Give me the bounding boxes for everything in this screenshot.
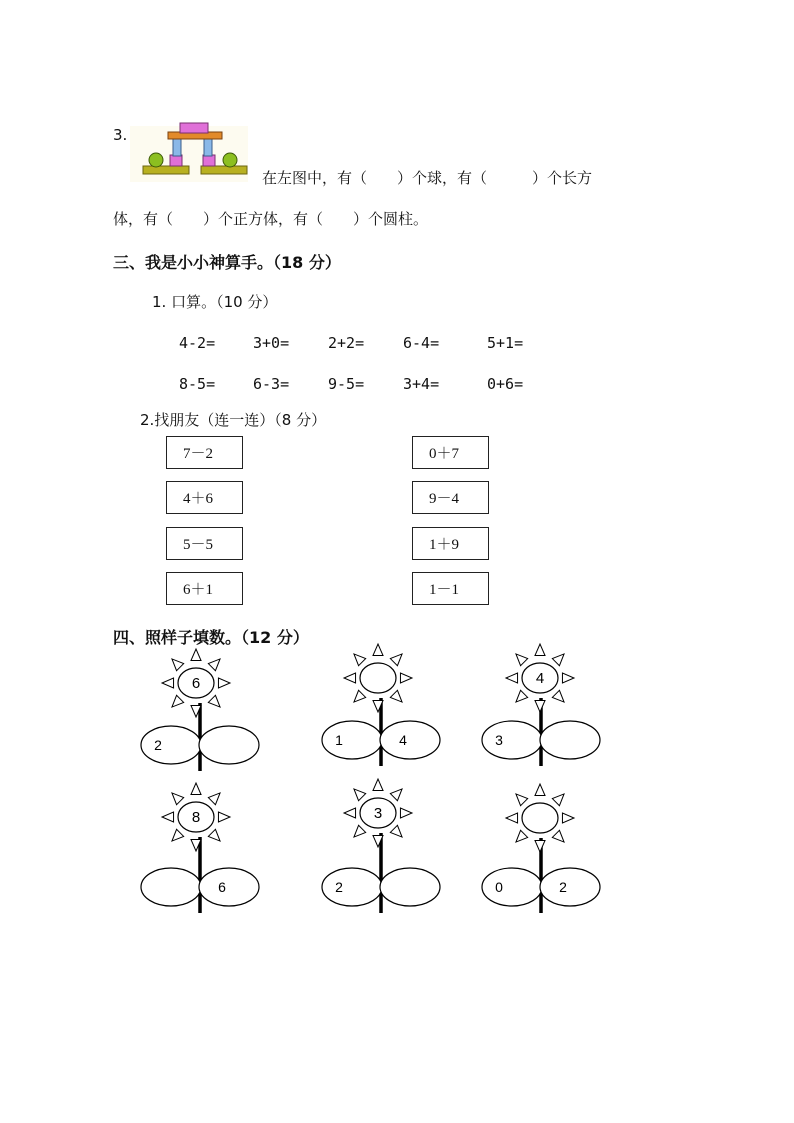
math-item: 6-4= <box>403 334 440 352</box>
right-leaf <box>380 868 440 906</box>
petal <box>373 644 383 656</box>
petal <box>562 673 574 683</box>
left-cube <box>170 155 182 166</box>
petal <box>390 654 402 666</box>
math-item: 3+4= <box>403 375 440 393</box>
left-leaf <box>322 868 382 906</box>
petal <box>552 830 564 842</box>
center-number: 4 <box>535 670 545 687</box>
left-base-block <box>143 166 189 174</box>
right-ball <box>223 153 237 167</box>
question-number: 3. <box>113 126 128 144</box>
petal <box>516 654 528 666</box>
left-leaf-number: 1 <box>335 732 343 748</box>
petal <box>344 808 356 818</box>
math-item: 2+2= <box>328 334 365 352</box>
flower-center <box>522 803 558 833</box>
flower-figures <box>0 640 794 930</box>
petal <box>218 812 230 822</box>
right-expression-box[interactable]: 9－4 <box>412 481 489 514</box>
petal <box>535 784 545 796</box>
sunflower <box>141 783 259 913</box>
left-leaf-number: 2 <box>154 737 162 753</box>
left-expression-box[interactable]: 7－2 <box>166 436 243 469</box>
petal <box>516 830 528 842</box>
petal <box>562 813 574 823</box>
petal <box>208 829 220 841</box>
math-item: 0+6= <box>487 375 524 393</box>
right-leaf-number: 2 <box>559 879 567 895</box>
left-leaf <box>482 721 542 759</box>
left-leaf <box>141 726 201 764</box>
petal <box>373 779 383 791</box>
math-item: 3+0= <box>253 334 290 352</box>
right-expression-box[interactable]: 1＋9 <box>412 527 489 560</box>
petal <box>390 690 402 702</box>
petal <box>354 825 366 837</box>
left-expression-box[interactable]: 4＋6 <box>166 481 243 514</box>
petal <box>400 673 412 683</box>
petal <box>354 789 366 801</box>
petal <box>535 644 545 656</box>
petal <box>516 794 528 806</box>
question-text-line2: 体，有（ ）个正方体，有（ ）个圆柱。 <box>113 210 429 228</box>
right-leaf-number: 4 <box>399 732 407 748</box>
section-four-title: 四、照样子填数。（12 分） <box>113 628 309 647</box>
matching-title: 2.找朋友（连一连）（8 分） <box>140 411 327 429</box>
petal <box>218 678 230 688</box>
center-number: 8 <box>191 809 201 826</box>
petal <box>208 659 220 671</box>
petal <box>191 783 201 795</box>
mental-math-title: 1. 口算。（10 分） <box>152 293 278 311</box>
petal <box>354 654 366 666</box>
right-leaf <box>199 726 259 764</box>
left-leaf-number: 3 <box>495 732 503 748</box>
petal <box>506 673 518 683</box>
blocks-illustration <box>130 120 250 185</box>
petal <box>172 695 184 707</box>
right-expression-box[interactable]: 1－1 <box>412 572 489 605</box>
section-three-title: 三、我是小小神算手。（18 分） <box>113 253 341 272</box>
left-leaf-number: 2 <box>335 879 343 895</box>
math-item: 5+1= <box>487 334 524 352</box>
sunflower <box>141 649 259 771</box>
petal <box>162 678 174 688</box>
petal <box>208 793 220 805</box>
petal <box>390 789 402 801</box>
center-number: 3 <box>373 805 383 822</box>
petal <box>516 690 528 702</box>
petal <box>208 695 220 707</box>
petal <box>172 793 184 805</box>
petal <box>354 690 366 702</box>
right-leaf <box>540 868 600 906</box>
math-item: 6-3= <box>253 375 290 393</box>
left-expression-box[interactable]: 5－5 <box>166 527 243 560</box>
petal <box>506 813 518 823</box>
left-leaf <box>141 868 201 906</box>
petal <box>390 825 402 837</box>
left-leaf <box>322 721 382 759</box>
petal <box>191 649 201 661</box>
center-number: 6 <box>191 675 201 692</box>
petal <box>535 840 545 852</box>
right-cylinder <box>204 138 212 156</box>
sunflower <box>482 784 600 913</box>
right-leaf-number: 6 <box>218 879 226 895</box>
question-text-line1: 在左图中，有（ ）个球，有（ ）个长方 <box>262 169 593 187</box>
petal <box>535 700 545 712</box>
petal <box>172 659 184 671</box>
sunflower <box>322 644 440 766</box>
petal <box>172 829 184 841</box>
left-ball <box>149 153 163 167</box>
left-leaf <box>482 868 542 906</box>
math-item: 4-2= <box>179 334 216 352</box>
petal <box>162 812 174 822</box>
right-cube <box>203 155 215 166</box>
math-item: 9-5= <box>328 375 365 393</box>
sunflower <box>482 644 600 766</box>
petal <box>552 794 564 806</box>
petal <box>400 808 412 818</box>
top-block <box>180 123 208 133</box>
math-item: 8-5= <box>179 375 216 393</box>
left-expression-box[interactable]: 6＋1 <box>166 572 243 605</box>
left-leaf-number: 0 <box>495 879 503 895</box>
right-leaf <box>540 721 600 759</box>
petal <box>552 690 564 702</box>
flower-center <box>360 663 396 693</box>
sunflower <box>322 779 440 913</box>
petal <box>552 654 564 666</box>
petal <box>344 673 356 683</box>
right-leaf <box>380 721 440 759</box>
right-base-block <box>201 166 247 174</box>
right-leaf <box>199 868 259 906</box>
left-cylinder <box>173 138 181 156</box>
right-expression-box[interactable]: 0＋7 <box>412 436 489 469</box>
